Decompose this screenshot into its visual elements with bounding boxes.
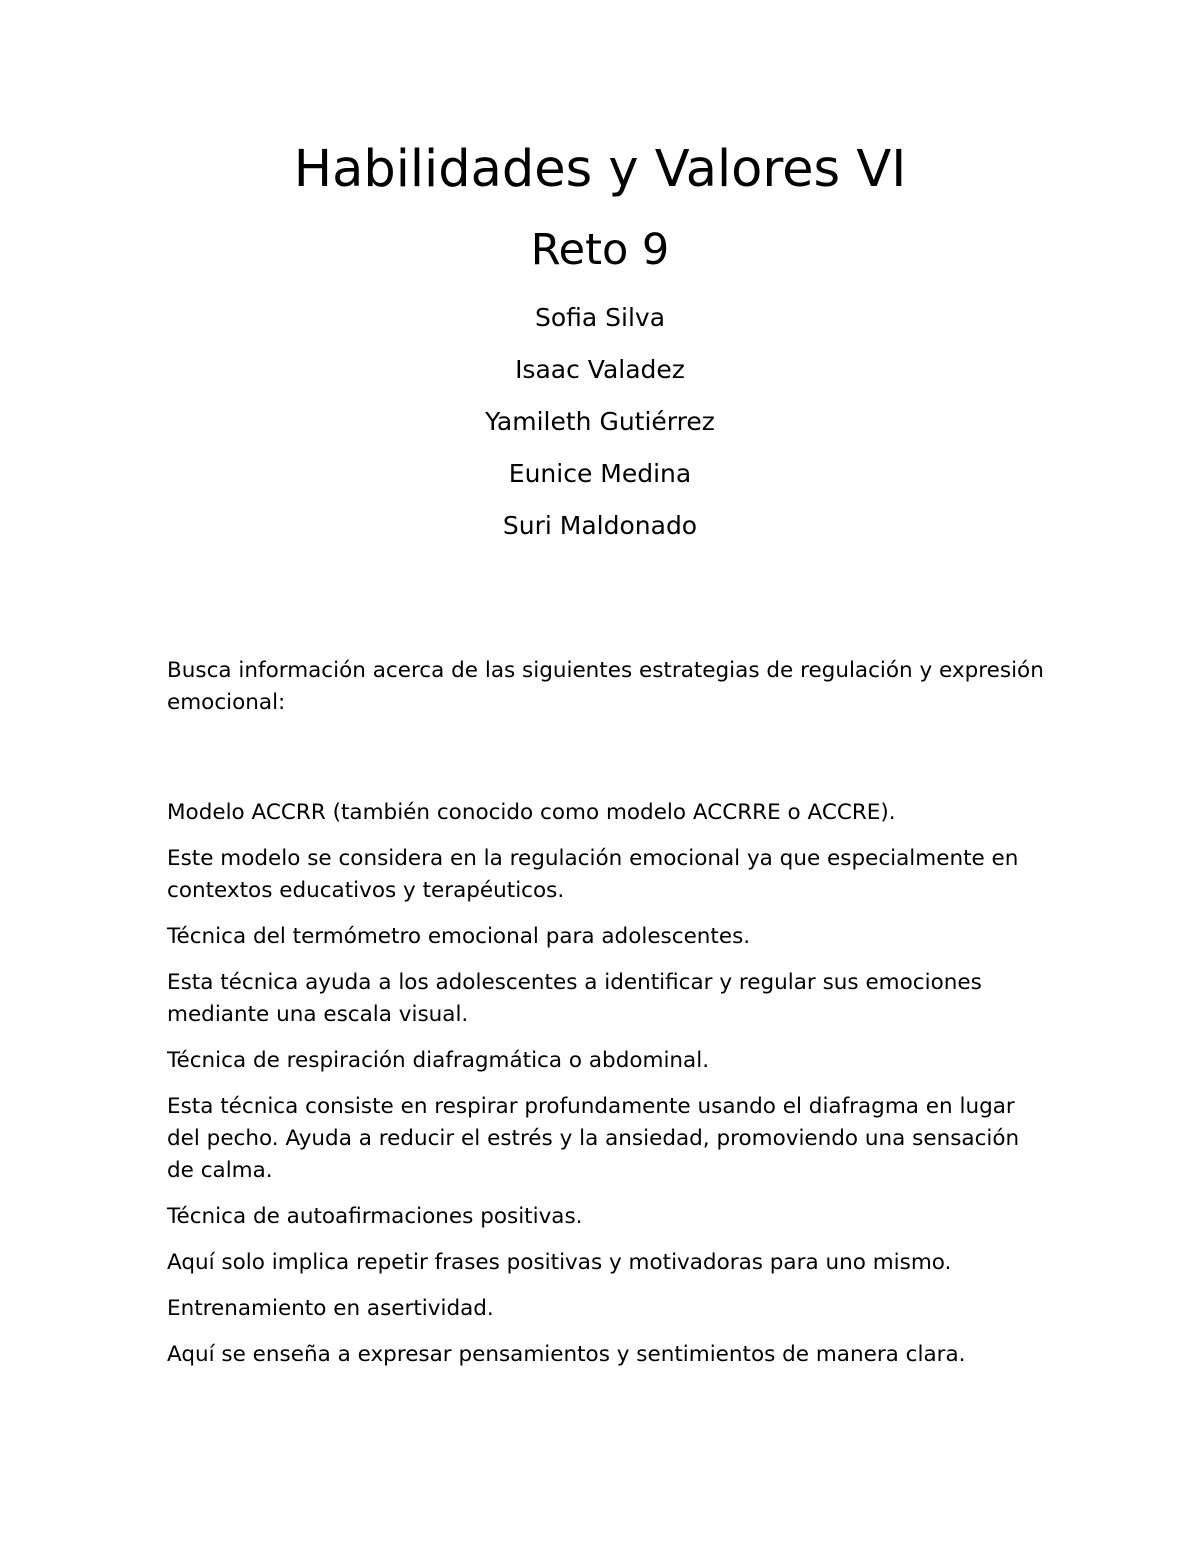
strategy-description: Aquí se enseña a expresar pensamientos y sentimientos de manera clara.: [167, 1342, 966, 1367]
strategy-description: Esta técnica consiste en respirar profundamente usando el diafragma en lugar del pecho. Ayuda a reducir el estrés y la ansiedad, promoviendo una sensación de calma.: [167, 1094, 1020, 1183]
strategy-heading: Técnica de autoafirmaciones positivas.: [167, 1204, 583, 1229]
author-list: [0, 300, 1200, 560]
document-subtitle: Reto 9: [530, 225, 670, 275]
strategy-description: Aquí solo implica repetir frases positivas y motivadoras para uno mismo.: [167, 1250, 952, 1275]
strategy-description: Este modelo se considera en la regulación emocional ya que especialmente en contextos educativos y terapéuticos.: [167, 846, 1019, 903]
author-name: Isaac Valadez: [515, 355, 685, 384]
document-body: [167, 655, 1047, 1385]
author-name: Yamileth Gutiérrez: [485, 407, 715, 436]
author-name: Suri Maldonado: [502, 511, 698, 540]
strategy-description: Esta técnica ayuda a los adolescentes a identificar y regular sus emociones mediante una escala visual.: [167, 970, 982, 1027]
document-title: Habilidades y Valores VI: [293, 140, 907, 199]
strategy-heading: Modelo ACCRR (también conocido como modelo ACCRRE o ACCRE).: [167, 800, 896, 825]
strategy-heading: Técnica del termómetro emocional para adolescentes.: [167, 924, 751, 949]
strategy-heading: Técnica de respiración diafragmática o abdominal.: [167, 1048, 710, 1073]
strategy-heading: Entrenamiento en asertividad.: [167, 1296, 494, 1321]
intro-paragraph: Busca información acerca de las siguientes estrategias de regulación y expresión emocional:: [167, 658, 1044, 715]
author-name: Eunice Medina: [508, 459, 692, 488]
author-name: Sofia Silva: [534, 303, 666, 332]
